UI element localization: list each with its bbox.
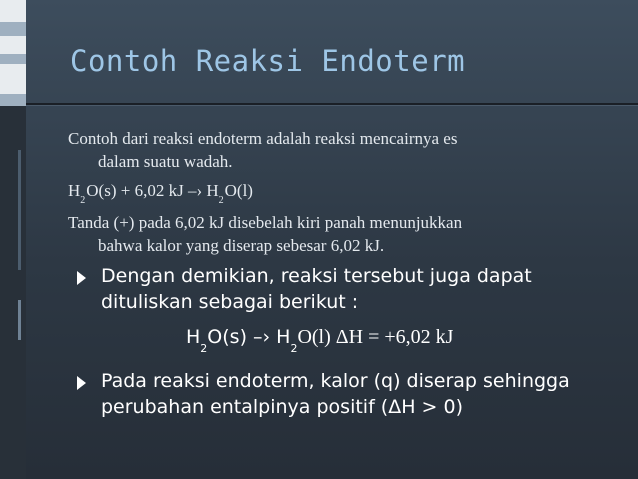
- equation-1: [68, 180, 253, 205]
- bullet-2-line-1: Pada reaksi endoterm, kalor (q) diserap sehingga: [101, 370, 570, 392]
- paragraph-1-line-1: Contoh dari reaksi endoterm adalah reaksi mencairnya es: [68, 129, 458, 148]
- eq1-subscript-2: 2: [218, 195, 224, 206]
- eq2-middle: O(s) –› H: [207, 326, 291, 348]
- eq2-subscript-1: 2: [200, 342, 208, 355]
- bullet-2-arrow-icon: [77, 376, 86, 390]
- bullet-2-line-2: perubahan entalpinya positif (ΔH > 0): [101, 396, 464, 418]
- paragraph-2-line-2: bahwa kalor yang diserap sebesar 6,02 kJ.: [98, 236, 385, 255]
- eq2-end: O(l) ΔH = +6,02 kJ: [297, 326, 454, 348]
- bullet-1-arrow-icon: [77, 271, 86, 285]
- paragraph-1-line-2: dalam suatu wadah.: [98, 152, 233, 171]
- eq1-middle: O(s) + 6,02 kJ –› H: [86, 181, 219, 200]
- bullet-1-line-1: Dengan demikian, reaksi tersebut juga dapat: [101, 265, 532, 287]
- title-divider-highlight: [26, 105, 638, 106]
- eq1-h: H: [68, 181, 81, 200]
- eq2-subscript-2: 2: [290, 342, 298, 355]
- eq2-h: H: [186, 326, 201, 348]
- eq1-end: O(l): [224, 181, 253, 200]
- equation-2: [186, 326, 454, 355]
- paragraph-2-line-1: Tanda (+) pada 6,02 kJ disebelah kiri panah menunjukkan: [68, 213, 463, 232]
- eq1-subscript-1: 2: [80, 195, 86, 206]
- bullet-1-line-2: dituliskan sebagai berikut :: [101, 291, 359, 313]
- slide-title: Contoh Reaksi Endoterm: [70, 44, 466, 78]
